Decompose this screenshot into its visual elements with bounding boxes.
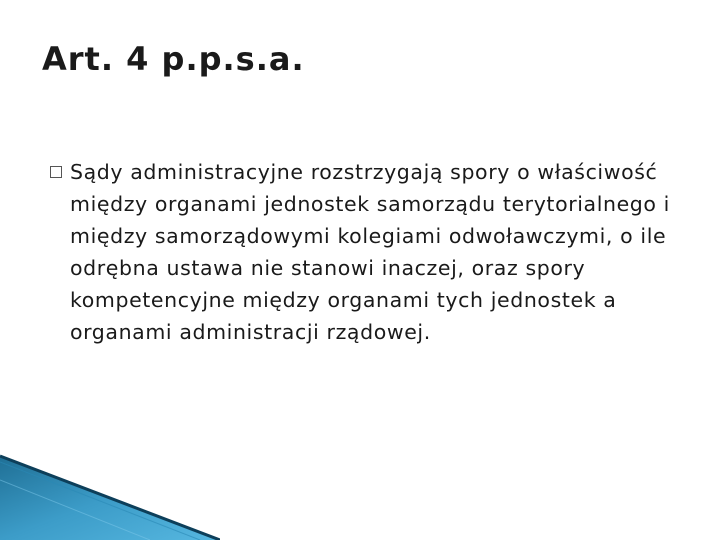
slide-title: Art. 4 p.p.s.a. [42, 40, 305, 78]
bullet-item [50, 156, 690, 348]
square-bullet-icon [50, 166, 62, 178]
bullet-text: Sądy administracyjne rozstrzygają spory o właściwość między organami jednostek samorządu terytorialnego i między samorządowymi kolegiami odwoławczymi, o ile odrębna ustawa nie stanowi inaczej, oraz spory kompetencyjne między organami tych jednostek a organami administracji rządowej. [70, 160, 670, 344]
corner-decoration [0, 440, 220, 540]
